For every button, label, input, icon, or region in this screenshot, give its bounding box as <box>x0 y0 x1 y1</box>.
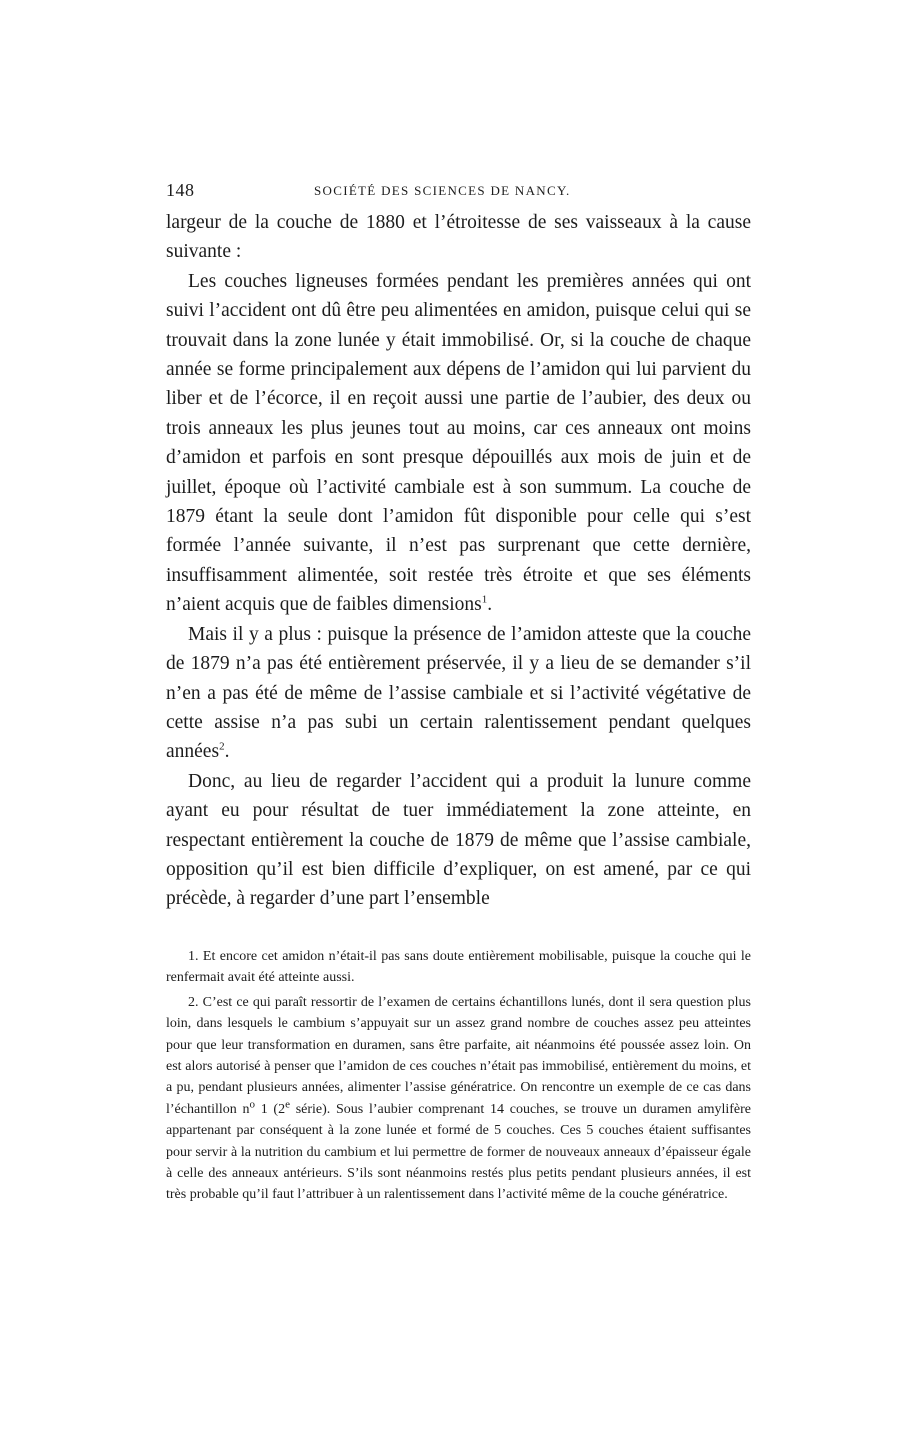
footnotes <box>166 946 751 1206</box>
journal-title: SOCIÉTÉ DES SCIENCES DE NANCY. <box>314 183 571 198</box>
body-text <box>166 208 751 914</box>
paragraph-ligneous-layers <box>166 267 751 620</box>
paragraph-text: Mais il y a plus : puisque la présence de l’amidon atteste que la couche de 1879 n’a pas été entièrement préservée, il y a lieu de se demander s’il n’en a pas été de même de l’assise cambiale et si l’activité végétative de cette assise n’a pas subi un certain ralentissement pendant quelques années <box>166 623 751 763</box>
footnote-ref-1: 1 <box>481 593 488 606</box>
superscript: o <box>249 1098 255 1111</box>
page-number: 148 <box>166 180 195 200</box>
footnote-1: 1. Et encore cet amidon n’était-il pas sans doute entièrement mobilisable, puisque la couche qui le renfermait avait été atteinte aussi. <box>166 949 751 986</box>
footnote-text: 1 (2 <box>254 1101 286 1117</box>
paragraph-text: Les couches ligneuses formées pendant les premières années qui ont suivi l’accident ont dû être peu alimentées en amidon, puisque celui qui se trouvait dans la zone lunée y était immobilisé. Or, si la couche de chaque année se forme principalement aux dépens de l’amidon qui lui parvient du liber et de l’écorce, il en reçoit aussi une partie de l’aubier, des deux ou trois anneaux les plus jeunes tout au moins, car ces anneaux ont moins d’amidon et parfois en sont presque dépouillés aux mois de juin et de juillet, époque où l’activité cambiale est à son summum. La couche de 1879 étant la seule dont l’amidon fût disponible pour celle qui s’est formée l’année suivante, il n’est pas surprenant que cette dernière, insuffisamment alimentée, soit restée très étroite et que ses éléments n’aient acquis que de faibles dimensions <box>166 270 751 616</box>
footnote-ref-2: 2 <box>219 740 225 753</box>
paragraph-continuation: largeur de la couche de 1880 et l’étroitesse de ses vaisseaux à la cause suivante : <box>166 212 751 263</box>
paragraph-cambial-layer <box>166 620 751 767</box>
superscript: e <box>285 1098 290 1111</box>
running-head <box>166 180 751 204</box>
footnote-text: 2. C’est ce qui paraît ressortir de l’examen de certains échantillons lunés, dont il sera question plus loin, dans lesquels le cambium s’appuyait sur un assez grand nombre de couches assez peu atteintes pour que leur transformation en duramen, sans être parfaite, ait néanmoins été poussée assez loin. On est alors autorisé à penser que l’amidon de ces couches n’était pas immobilisé, entièrement du moins, et a pu, pendant plusieurs années, alimenter l’assise génératrice. On rencontre un exemple de ce cas dans l’échantillon n <box>166 994 751 1117</box>
paragraph-conclusion: Donc, au lieu de regarder l’accident qui a produit la lunure comme ayant eu pour résultat de tuer immédiatement la zone atteinte, en respectant entièrement la couche de 1879 de même que l’assise cambiale, opposition qu’il est bien difficile d’expliquer, on est amené, par ce qui précède, à regarder d’une part l’ensemble <box>166 770 751 910</box>
paragraph-tail: . <box>224 741 230 763</box>
footnote-2 <box>166 992 751 1206</box>
footnote-text: série). Sous l’aubier comprenant 14 couches, se trouve un duramen amylifère appartenant par conséquent à la zone lunée et formé de 5 couches. Ces 5 couches étaient suffisantes pour servir à la nutrition du cambium et lui permettre de former de nouveaux anneaux d’épaisseur égale à celle des anneaux antérieurs. S’ils sont néanmoins restés plus petits pendant plusieurs années, il est très probable qu’il faut l’attribuer à un ralentissement dans l’activité même de la couche génératrice. <box>166 1101 751 1203</box>
paragraph-tail: . <box>487 594 493 616</box>
